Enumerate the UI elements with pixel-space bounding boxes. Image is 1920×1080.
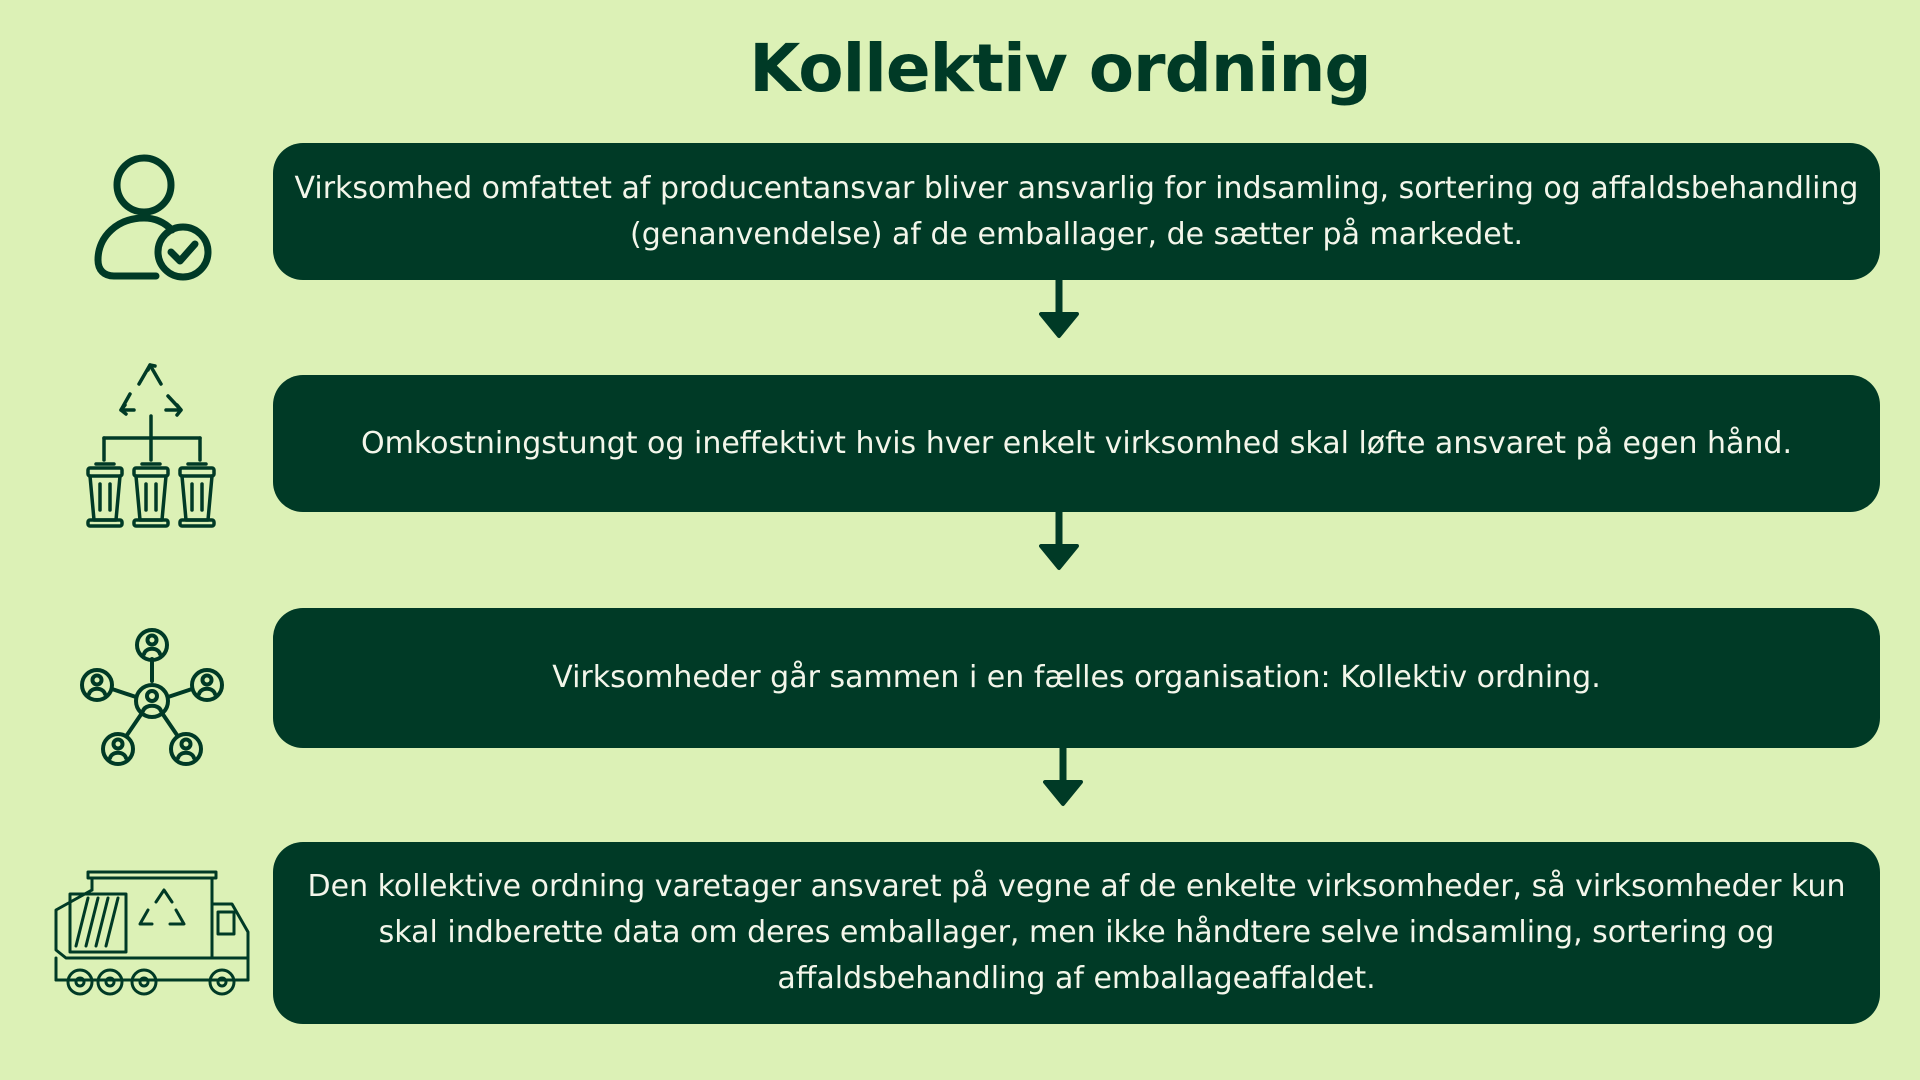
arrow-down-icon (1039, 280, 1079, 342)
recycling-bins-icon (82, 360, 222, 530)
arrow-down-icon (1039, 512, 1079, 574)
network-people-icon (75, 625, 230, 770)
step-box-2: Omkostningstungt og ineffektivt hvis hver enkelt virksomhed skal løfte ansvaret på egen hånd. (273, 375, 1880, 512)
arrow-down-icon (1043, 748, 1083, 810)
recycling-truck-icon (52, 870, 252, 1000)
step-box-1: Virksomhed omfattet af producentansvar bliver ansvarlig for indsamling, sortering og affaldsbehandling (genanvendelse) af de emballager, de sætter på markedet. (273, 143, 1880, 280)
user-check-icon (90, 152, 220, 282)
step-box-3: Virksomheder går sammen i en fælles organisation: Kollektiv ordning. (273, 608, 1880, 748)
page-title: Kollektiv ordning (749, 30, 1371, 107)
step-box-4: Den kollektive ordning varetager ansvaret på vegne af de enkelte virksomheder, så virksomheder kun skal indberette data om deres emballager, men ikke håndtere selve indsamling, sortering og affaldsbehandling af emballageaffaldet. (273, 842, 1880, 1024)
